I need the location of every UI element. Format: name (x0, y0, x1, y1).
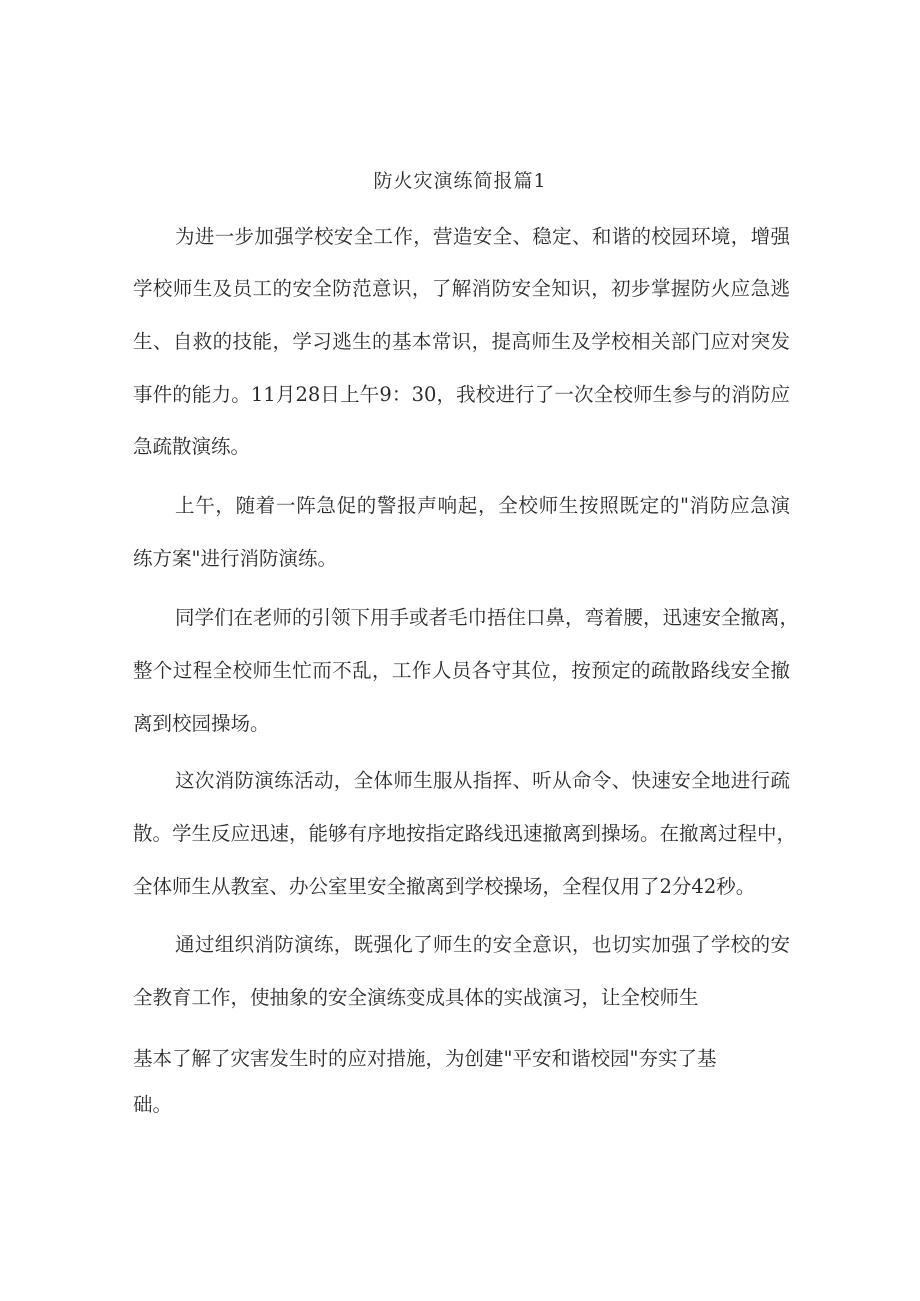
paragraph-2-line-2: 练方案"进行消防演练。 (133, 547, 337, 570)
paragraph-5-line-3: 基本了解了灾害发生时的应对措施，为创建"平安和谐校园"夯实了基 (133, 1047, 717, 1070)
paragraph-1-line-4: 事件的能力。11月28日上午9：30，我校进行了一次全校师生参与的消防应 (133, 383, 790, 406)
paragraph-1-line-1: 为进一步加强学校安全工作，营造安全、稳定、和谐的校园环境，增强 (175, 225, 790, 248)
paragraph-4-line-3: 全体师生从教室、办公室里安全撤离到学校操场，全程仅用了2分42秒。 (133, 875, 756, 898)
document-title: 防火灾演练简报篇1 (373, 170, 547, 192)
paragraph-5-line-1: 通过组织消防演练，既强化了师生的安全意识，也切实加强了学校的安 (175, 933, 790, 956)
paragraph-1-line-5: 急疏散演练。 (133, 435, 251, 458)
paragraph-4-line-1: 这次消防演练活动，全体师生服从指挥、听从命令、快速安全地进行疏 (175, 769, 790, 792)
paragraph-4-line-2: 散。学生反应迅速，能够有序地按指定路线迅速撤离到操场。在撤离过程中， (133, 822, 797, 845)
paragraph-3-line-2: 整个过程全校师生忙而不乱，工作人员各守其位，按预定的疏散路线安全撤 (133, 659, 790, 682)
paragraph-2-line-1: 上午，随着一阵急促的警报声响起，全校师生按照既定的"消防应急演 (175, 494, 790, 517)
paragraph-5-line-4: 础。 (133, 1093, 173, 1116)
paragraph-1-line-3: 生、自救的技能，学习逃生的基本常识，提高师生及学校相关部门应对突发 (133, 330, 790, 353)
paragraph-3-line-1: 同学们在老师的引领下用手或者毛巾捂住口鼻，弯着腰，迅速安全撤离， (175, 606, 800, 629)
paragraph-1-line-2: 学校师生及员工的安全防范意识，了解消防安全知识，初步掌握防火应急逃 (133, 277, 790, 300)
paragraph-3-line-3: 离到校园操场。 (133, 712, 270, 735)
paragraph-5-line-2: 全教育工作，使抽象的安全演练变成具体的实战演习，让全校师生 (133, 986, 699, 1009)
